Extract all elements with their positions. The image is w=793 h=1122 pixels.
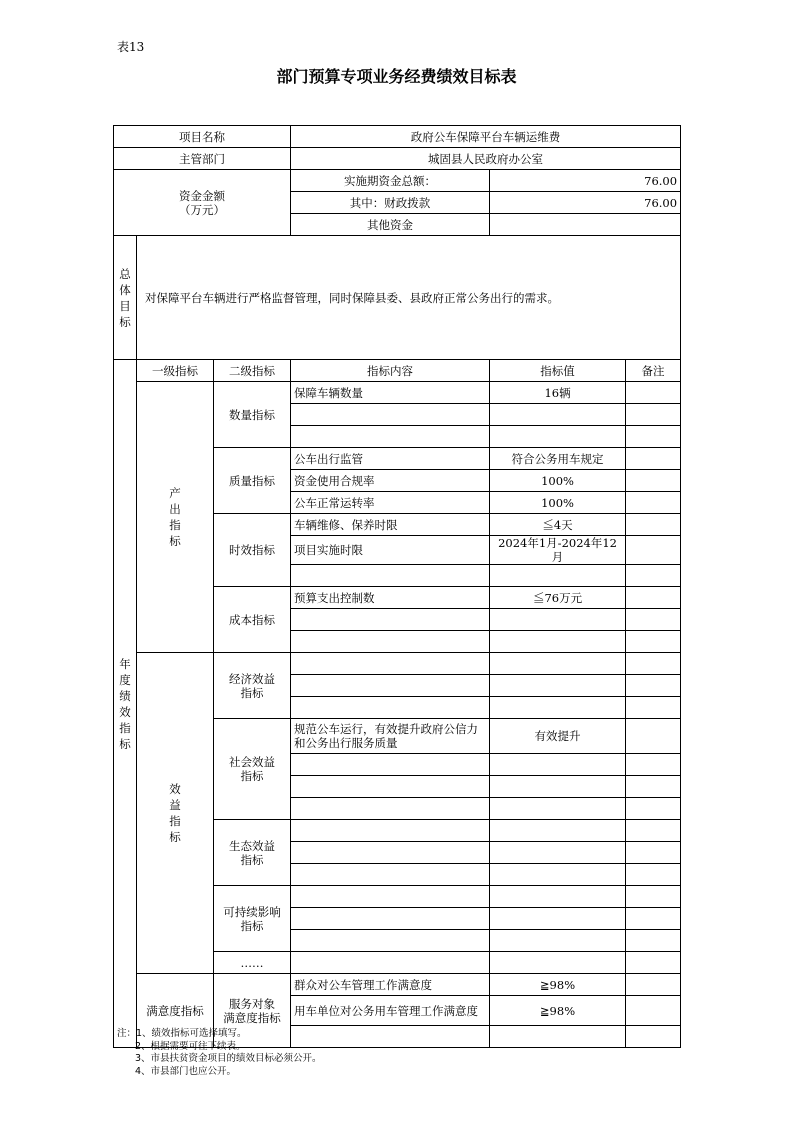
- funds-other-label: 其他资金: [291, 214, 490, 236]
- department-value: 城固县人民政府办公室: [291, 148, 681, 170]
- funds-label-line1: 资金金额: [179, 188, 226, 203]
- department-label: 主管部门: [114, 148, 291, 170]
- indicator-value: 100%: [490, 492, 626, 514]
- indicator-content: 公车正常运转率: [291, 492, 490, 514]
- indicator-value: 符合公务用车规定: [490, 448, 626, 470]
- indicator-content: 保障车辆数量: [291, 382, 490, 404]
- indicator-remark: [626, 492, 681, 514]
- table-row: [114, 653, 681, 675]
- funds-total-row: [114, 170, 681, 192]
- funds-fiscal-label: 其中：财政拨款: [291, 192, 490, 214]
- project-name-label: 项目名称: [114, 126, 291, 148]
- footnote-2: 2、根据需要可往下续表。: [135, 1040, 246, 1052]
- funds-label-line2: （万元）: [179, 202, 226, 217]
- header-remark: 备注: [626, 360, 681, 382]
- ecological-benefit-indicator: 生态效益 指标: [214, 820, 291, 886]
- project-name-row: [114, 126, 681, 148]
- cost-indicator: 成本指标: [214, 587, 291, 653]
- indicator-value: ≦76万元: [490, 587, 626, 609]
- form-number: 表13: [117, 40, 145, 54]
- indicator-header-row: [114, 360, 681, 382]
- funds-label: [114, 170, 291, 236]
- indicator-value: ≧98%: [490, 974, 626, 996]
- social-benefit-indicator: 社会效益 指标: [214, 719, 291, 820]
- indicator-value: 100%: [490, 470, 626, 492]
- indicator-content: 公车出行监管: [291, 448, 490, 470]
- indicator-remark: [626, 996, 681, 1026]
- indicator-content: 车辆维修、保养时限: [291, 514, 490, 536]
- indicator-remark: [626, 587, 681, 609]
- sustainable-impact-indicator: 可持续影响 指标: [214, 886, 291, 952]
- satisfaction-indicator-label: 满意度指标: [137, 974, 214, 1048]
- footnote-1: 注：1、绩效指标可选择填写。: [117, 1028, 247, 1039]
- indicator-content: 规范公车运行，有效提升政府公信力和公务出行服务质量: [291, 719, 490, 754]
- funds-other-value: [490, 214, 681, 236]
- department-row: [114, 148, 681, 170]
- table-row: [114, 382, 681, 404]
- performance-target-table: [113, 125, 681, 1048]
- ellipsis-indicator: ……: [214, 952, 291, 974]
- footnote-3: 3、市县扶贫资金项目的绩效目标必须公开。: [135, 1053, 322, 1064]
- header-level2: 二级指标: [214, 360, 291, 382]
- page-title: 部门预算专项业务经费绩效目标表: [276, 67, 517, 86]
- service-satisfaction-indicator: 服务对象 满意度指标: [214, 974, 291, 1048]
- indicator-content: 用车单位对公务用车管理工作满意度: [291, 996, 490, 1026]
- indicator-remark: [626, 448, 681, 470]
- indicator-content: 群众对公车管理工作满意度: [291, 974, 490, 996]
- indicator-remark: [626, 382, 681, 404]
- footnote-4: 4、市县部门也应公开。: [135, 1065, 237, 1077]
- indicator-content: 预算支出控制数: [291, 587, 490, 609]
- indicator-remark: [626, 719, 681, 754]
- indicator-remark: [626, 974, 681, 996]
- overall-goal-row: [114, 236, 681, 360]
- indicator-content: 项目实施时限: [291, 536, 490, 565]
- indicator-value: ≧98%: [490, 996, 626, 1026]
- indicator-remark: [626, 514, 681, 536]
- benefit-indicator-label: 效 益 指 标: [137, 653, 214, 974]
- quality-indicator: 质量指标: [214, 448, 291, 514]
- economic-benefit-indicator: 经济效益 指标: [214, 653, 291, 719]
- output-indicator-label: 产 出 指 标: [137, 382, 214, 653]
- header-value: 指标值: [490, 360, 626, 382]
- header-content: 指标内容: [291, 360, 490, 382]
- header-level1: 一级指标: [137, 360, 214, 382]
- indicator-value: ≦4天: [490, 514, 626, 536]
- indicator-value: 2024年1月-2024年12月: [490, 536, 626, 565]
- funds-total-label: 实施期资金总额：: [291, 170, 490, 192]
- table-row: [114, 974, 681, 996]
- overall-goal-label: 总 体 目 标: [114, 236, 137, 360]
- annual-indicator-label: 年 度 绩 效 指 标: [114, 360, 137, 1048]
- indicator-value: 有效提升: [490, 719, 626, 754]
- funds-fiscal-value: 76.00: [490, 192, 681, 214]
- timeliness-indicator: 时效指标: [214, 514, 291, 587]
- indicator-content: 资金使用合规率: [291, 470, 490, 492]
- project-name-value: 政府公车保障平台车辆运维费: [291, 126, 681, 148]
- quantity-indicator: 数量指标: [214, 382, 291, 448]
- indicator-value: 16辆: [490, 382, 626, 404]
- funds-total-value: 76.00: [490, 170, 681, 192]
- indicator-remark: [626, 536, 681, 565]
- footnotes: [117, 1028, 322, 1078]
- indicator-remark: [626, 470, 681, 492]
- overall-goal-text: 对保障平台车辆进行严格监督管理，同时保障县委、县政府正常公务出行的需求。: [137, 236, 681, 360]
